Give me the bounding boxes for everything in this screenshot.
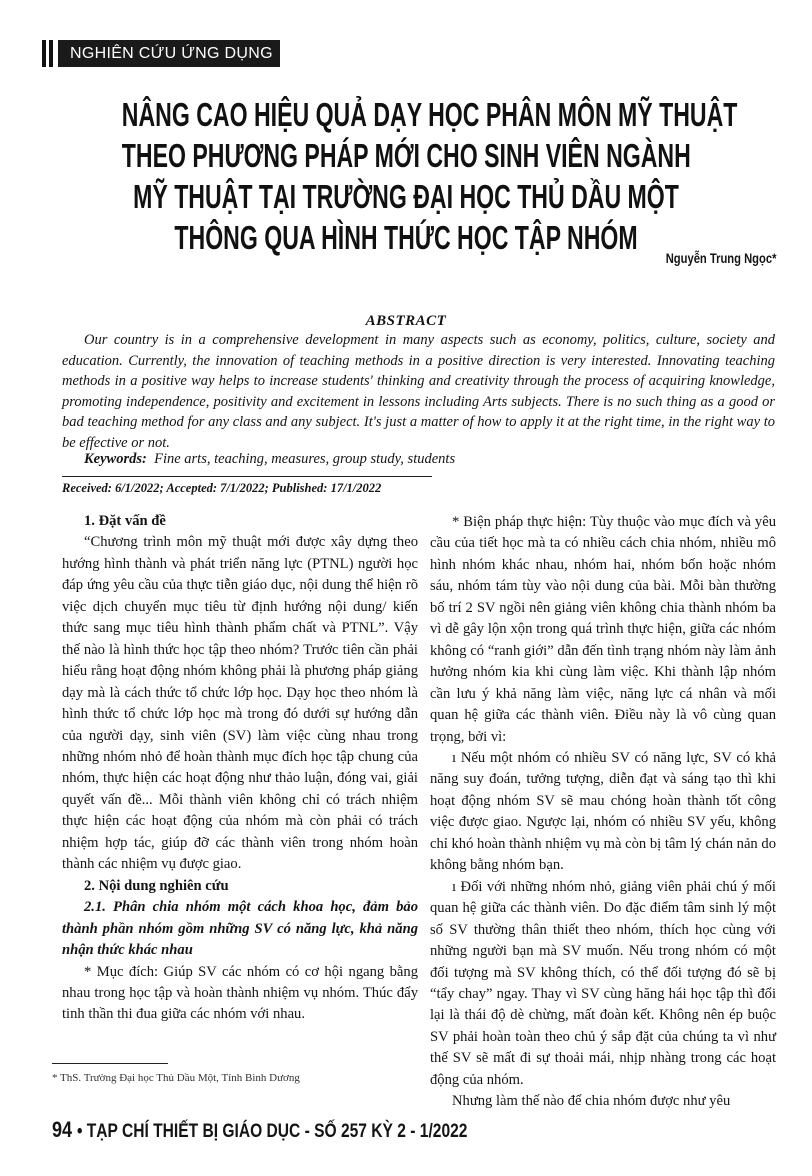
left-column	[62, 511, 418, 1026]
journal-info: • TẠP CHÍ THIẾT BỊ GIÁO DỤC - SỐ 257 KỲ 2 - 1/2022	[76, 1121, 468, 1142]
author: Nguyễn Trung Ngọc*	[665, 250, 776, 266]
publication-dates: Received: 6/1/2022; Accepted: 7/1/2022; Published: 17/1/2022	[62, 481, 382, 495]
keywords	[84, 451, 455, 468]
paragraph: ı Đối với những nhóm nhỏ, giảng viên phải chú ý mối quan hệ giữa các thành viên. Do đặc điểm tâm sinh lý một số SV thường thân thiết theo nhóm, thích học cùng với những người bạn mà SV muốn. Nếu trong nhóm có một đối tượng mà SV không thích, có thể đối tượng đó sẽ bị “tẩy chay” ngay. Thay vì SV cùng hăng hái học tập thì đổi lại là thái độ dè chừng, mất đoàn kết. Không nên ép buộc SV phải hoàn toàn theo chủ ý sắp đặt của chúng ta vì như thế SV sẽ mất đi sự thoải mái, nhịp nhàng trong các hoạt động của nhóm.	[430, 878, 776, 1088]
subsection-heading: 2.1. Phân chia nhóm một cách khoa học, đảm bảo thành phần nhóm gồm những SV có năng lực, khả năng nhận thức khác nhau	[62, 899, 418, 959]
section-heading: 1. Đặt vấn đề	[84, 513, 166, 529]
title-line: THEO PHƯƠNG PHÁP MỚI CHO SINH VIÊN NGÀNH	[121, 137, 691, 174]
right-column	[430, 512, 776, 1113]
footnote: * ThS. Trường Đại học Thủ Dầu Một, Tỉnh Bình Dương	[52, 1072, 300, 1084]
paragraph: “Chương trình môn mỹ thuật mới được xây dựng theo hướng hình thành và phát triển năng lực (PTNL) người học đáp ứng yêu cầu của thực tiễn giáo dục, nội dung thể hiện rõ việc dịch chuyển mục tiêu từ định hướng nội dung/ kiến thức sang mục tiêu hình thành phẩm chất và PTNL”. Vậy thế nào là hình thức học tập theo nhóm? Trước tiên cần phải hiểu rằng hoạt động nhóm không phải là phương pháp giảng dạy mà là cách thức tổ chức lớp học. Dạy học theo nhóm là hình thức tổ chức lớp học mà trong đó dưới sự hướng dẫn của người dạy, sinh viên (SV) làm việc cùng nhau trong những nhóm nhỏ để hoàn thành mục đích học tập chung của nhóm, thực hiện các hoạt động như thảo luận, đóng vai, giải quyết vấn đề... Mỗi thành viên không chỉ có trách nhiệm thực hiện các hoạt động của nhóm mà còn phải có trách nhiệm hợp tác, giúp đỡ các thành viên trong nhóm hoàn thành các nhiệm vụ được giao.	[62, 534, 418, 873]
footnote-divider	[52, 1063, 168, 1064]
paragraph: ı Nếu một nhóm có nhiều SV có năng lực, SV có khả năng suy đoán, tưởng tượng, diễn đạt và sáng tạo thì khi hoạt động nhóm SV sẽ mau chóng hoàn thành tốt công việc được giao. Ngược lại, nhóm có nhiều SV yếu, không chỉ khó hoàn thành nhiệm vụ mà còn bị tâm lý chán nản do không bằng nhóm bạn.	[430, 749, 776, 874]
paragraph: * Biện pháp thực hiện: Tùy thuộc vào mục đích và yêu cầu của tiết học mà ta có nhiều cách chia nhóm, nhiều mô hình nhóm khác nhau, nhóm hai, nhóm bốn hoặc nhóm sáu, nhóm tám tùy vào nội dung của bài. Mỗi bàn thường bố trí 2 SV ngồi nên giảng viên không chia thành nhóm ba vì dễ gây lộn xộn trong quá trình thực hiện, giữa các nhóm không có “ranh giới” dẫn đến tình trạng nhóm này làm ảnh hưởng nhóm kia khi cùng làm việc. Khi thành lập nhóm cần lưu ý khả năng làm việc, năng lực cá nhân và mối quan hệ giữa các thành viên. Điều này là vô cùng quan trọng, bởi vì:	[430, 514, 776, 745]
title-line: THÔNG QUA HÌNH THỨC HỌC TẬP NHÓM	[174, 219, 638, 256]
paragraph: Nhưng làm thế nào để chia nhóm được như yêu	[452, 1093, 731, 1110]
abstract-text: Our country is in a comprehensive development in many aspects such as economy, politics, culture, society and education. Currently, the innovation of teaching methods in a positive direction is very interested. Innovating teaching methods in a positive way helps to increase students' thinking and creativity through the process of acquiring knowledge, promoting independence, positivity and excitement in lessons including Arts subjects. There is no such thing as a good or bad teaching method for any class and any subject. It's just a matter of how to apply it at the right time, in the right way to be effective or not.	[62, 332, 775, 451]
title-line: NÂNG CAO HIỆU QUẢ DẠY HỌC PHÂN MÔN MỸ THUẬT	[121, 96, 738, 133]
page-footer	[52, 1117, 467, 1143]
page-number: 94	[52, 1117, 73, 1142]
keywords-value: Fine arts, teaching, measures, group study, students	[154, 451, 456, 467]
title-line: MỸ THUẬT TẠI TRƯỜNG ĐẠI HỌC THỦ DẦU MỘT	[133, 178, 679, 215]
section-heading: 2. Nội dung nghiên cứu	[84, 877, 229, 894]
paragraph: * Mục đích: Giúp SV các nhóm có cơ hội ngang bằng nhau trong học tập và hoàn thành nhiệm vụ nhóm. Thúc đẩy tinh thần thi đua giữa các nhóm với nhau.	[62, 963, 418, 1023]
keywords-label: Keywords:	[84, 451, 147, 467]
section-tag-bars	[42, 40, 54, 67]
section-tag: NGHIÊN CỨU ỨNG DỤNG	[58, 40, 280, 67]
article-title	[0, 94, 812, 258]
abstract-heading: ABSTRACT	[365, 313, 447, 329]
divider	[62, 476, 432, 477]
